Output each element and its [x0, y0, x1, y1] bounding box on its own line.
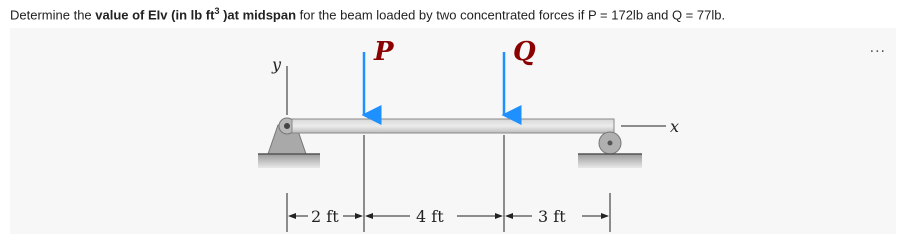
force-q-label: Q: [513, 37, 536, 67]
dimension-2: 4 ft: [416, 207, 444, 226]
question-text: [10, 6, 725, 22]
more-horizontal-icon[interactable]: ...: [869, 40, 886, 56]
beam: [292, 119, 614, 133]
beam-diagram: [10, 28, 896, 234]
question-bold-1: value of EIv (in lb ft: [95, 7, 215, 23]
question-bold-2: )at midspan: [219, 7, 297, 23]
question-suffix: for the beam loaded by two concentrated forces if P = 172lb and Q = 77lb.: [296, 7, 726, 23]
question-sup: 3: [214, 6, 220, 16]
force-p-label: P: [374, 37, 394, 67]
y-axis-label: y: [272, 55, 282, 74]
figure-panel: [10, 28, 896, 234]
question-prefix: Determine the: [10, 7, 96, 23]
x-axis-label: x: [670, 117, 680, 136]
roller-support: [578, 132, 642, 168]
dimension-3: 3 ft: [538, 207, 566, 226]
dimension-1: 2 ft: [311, 207, 339, 226]
